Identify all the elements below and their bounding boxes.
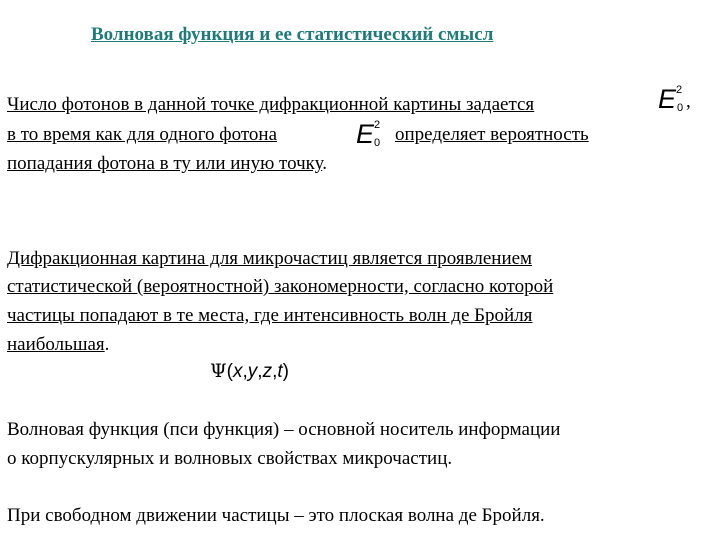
psi-sep-2: ,	[257, 361, 263, 382]
psi-var-t: t	[277, 361, 283, 382]
psi-sep-3: ,	[272, 361, 278, 382]
formula-e-subscript: 0	[677, 102, 684, 114]
psi-var-y: y	[247, 361, 258, 382]
formula-e-symbol: E	[356, 119, 375, 149]
paragraph4-line1: При свободном движении частицы – это плоская волна де Бройля.	[7, 505, 545, 526]
formula-e-symbol: E	[658, 84, 677, 114]
psi-var-x: x	[233, 361, 243, 382]
paragraph2-line4-text: наибольшая	[7, 334, 105, 355]
formula-e0-squared-second	[356, 121, 390, 155]
formula-psi	[210, 359, 289, 384]
paragraph2-line4	[7, 333, 109, 357]
formula-e0-squared-first	[658, 86, 708, 120]
psi-symbol: Ψ	[210, 360, 227, 382]
psi-open-paren: (	[226, 361, 233, 382]
formula-e-superscript: 2	[374, 119, 381, 131]
formula-e-subscript: 0	[374, 137, 381, 149]
paragraph1-line2a: в то время как для одного фотона	[7, 124, 278, 145]
psi-sep-1: ,	[242, 361, 248, 382]
formula-e-comma: ,	[686, 91, 691, 112]
paragraph1-line3-text: попадания фотона в ту или иную точку	[7, 153, 323, 174]
paragraph3-line2: о корпускулярных и волновых свойствах микрочастиц.	[7, 448, 453, 469]
paragraph1-line1: Число фотонов в данной точке дифракционной картины задается	[7, 94, 535, 115]
paragraph2-line4-period: .	[104, 334, 110, 355]
paragraph2-line1: Дифракционная картина для микрочастиц является проявлением	[7, 248, 533, 269]
paragraph1-line2b: определяет вероятность	[395, 124, 589, 145]
paragraph2-line2: статистической (вероятностной) закономерности, согласно которой	[7, 276, 554, 297]
paragraph1-line3	[7, 152, 327, 176]
slide-title: Волновая функция и ее статистический смысл	[91, 24, 494, 45]
paragraph2-line3: частицы попадают в те места, где интенсивность волн де Бройля	[7, 305, 533, 326]
psi-var-z: z	[262, 361, 273, 382]
psi-close-paren: )	[282, 361, 289, 382]
paragraph3-line1: Волновая функция (пси функция) – основной носитель информации	[7, 419, 561, 440]
paragraph1-line3-period: .	[322, 153, 327, 174]
formula-e-superscript: 2	[676, 84, 683, 96]
